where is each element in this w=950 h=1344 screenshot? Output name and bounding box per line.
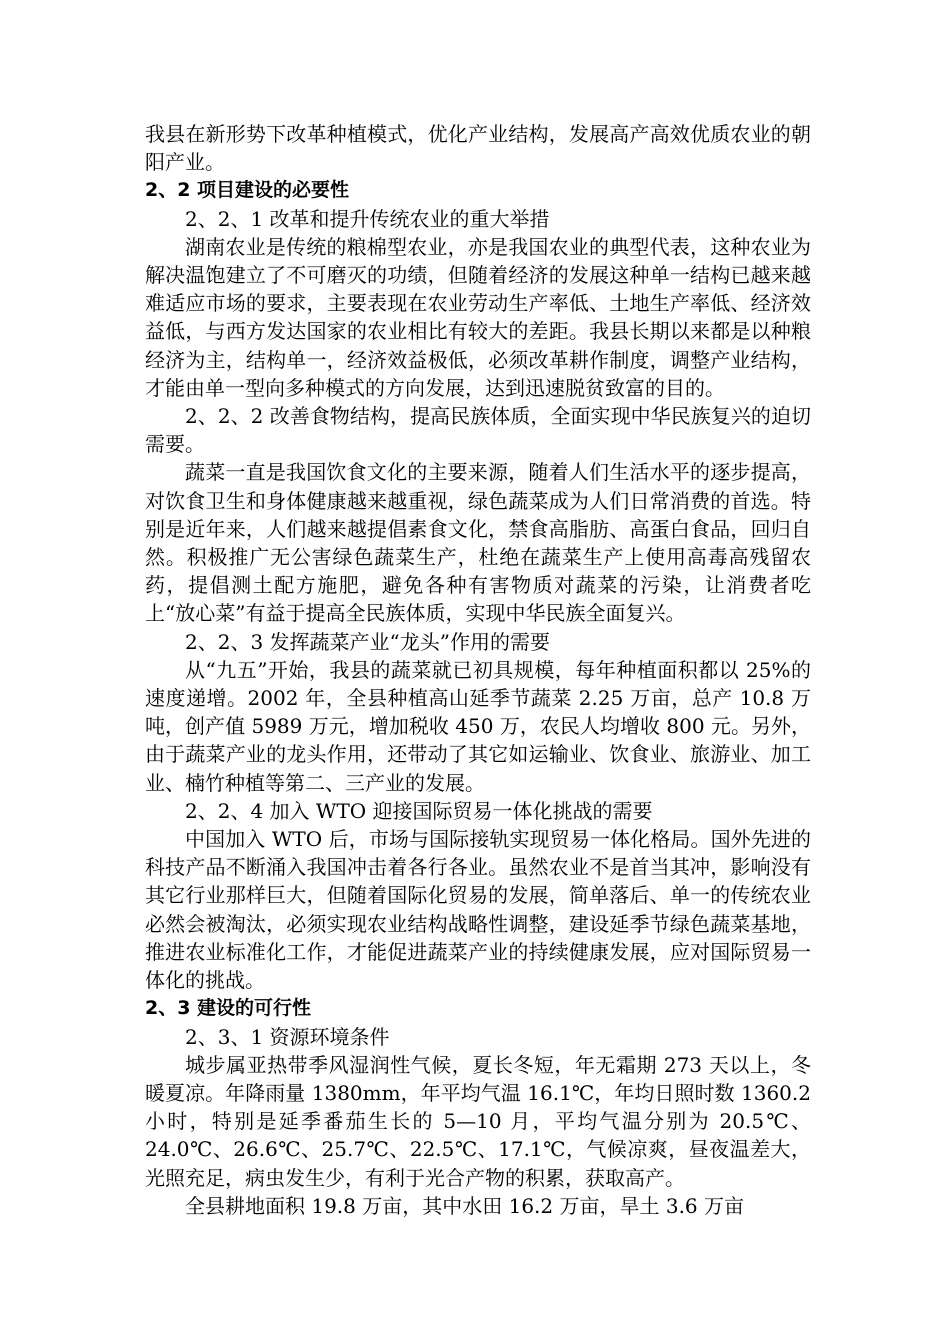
subsection-title: 2、2、2 改善食物结构，提高民族体质，全面实现中华民族复兴的迫切需要。 bbox=[145, 404, 811, 457]
paragraph: 湖南农业是传统的粮棉型农业，亦是我国农业的典型代表，这种农业为解决温饱建立了不可磨灭的功绩，但随着经济的发展这种单一结构已越来越难适应市场的要求，主要表现在农业劳动生产率低、土地生产率低、经济效益低，与西方发达国家的农业相比有较大的差距。我县长期以来都是以种粮经济为主，结构单一，经济效益极低，必须改革耕作制度，调整产业结构，才能由单一型向多种模式的方向发展，达到迅速脱贫致富的目的。 bbox=[145, 234, 811, 400]
paragraph: 我县在新形势下改革种植模式，优化产业结构，发展高产高效优质农业的朝阳产业。 bbox=[145, 122, 811, 175]
section-heading: 2、3 建设的可行性 bbox=[145, 997, 312, 1020]
paragraph: 中国加入 WTO 后，市场与国际接轨实现贸易一体化格局。国外先进的科技产品不断涌入我国冲击着各行各业。虽然农业不是首当其冲，影响没有其它行业那样巨大，但随着国际化贸易的发展，简单落后、单一的传统农业必然会被淘汰，必须实现农业结构战略性调整，建设延季节绿色蔬菜基地，推进农业标准化工作，才能促进蔬菜产业的持续健康发展，应对国际贸易一体化的挑战。 bbox=[145, 827, 811, 993]
subsection-title: 2、2、4 加入 WTO 迎接国际贸易一体化挑战的需要 bbox=[185, 798, 653, 823]
document-body bbox=[145, 120, 811, 1220]
subsection-title: 2、2、1 改革和提升传统农业的重大举措 bbox=[185, 206, 550, 231]
paragraph: 城步属亚热带季风湿润性气候，夏长冬短，年无霜期 273 天以上，冬暖夏凉。年降雨量 1380mm，年平均气温 16.1℃，年均日照时数 1360.2 小时，特别是延季番茄生长的 5—10 月，平均气温分别为 20.5℃、24.0℃、26.6℃、25.7℃、22.5℃、17.1℃，气候凉爽，昼夜温差大，光照充足，病虫发生少，有利于光合产物的积累，获取高产。 bbox=[145, 1052, 811, 1190]
paragraph: 全县耕地面积 19.8 万亩，其中水田 16.2 万亩，旱土 3.6 万亩 bbox=[185, 1193, 745, 1218]
paragraph: 蔬菜一直是我国饮食文化的主要来源，随着人们生活水平的逐步提高，对饮食卫生和身体健康越来越重视，绿色蔬菜成为人们日常消费的首选。特别是近年来，人们越来越提倡素食文化，禁食高脂肪、高蛋白食品，回归自然。积极推广无公害绿色蔬菜生产，杜绝在蔬菜生产上使用高毒高残留农药，提倡测土配方施肥，避免各种有害物质对蔬菜的污染，让消费者吃上“放心菜”有益于提高全民族体质，实现中华民族全面复兴。 bbox=[145, 460, 811, 626]
subsection-title: 2、3、1 资源环境条件 bbox=[185, 1024, 390, 1049]
paragraph: 从“九五”开始，我县的蔬菜就已初具规模，每年种植面积都以 25%的速度递增。2002 年，全县种植高山延季节蔬菜 2.25 万亩，总产 10.8 万吨，创产值 5989 万元，增加税收 450 万，农民人均增收 800 元。另外，由于蔬菜产业的龙头作用，还带动了其它如运输业、饮食业、旅游业、加工业、楠竹种植等第二、三产业的发展。 bbox=[145, 657, 811, 795]
section-heading: 2、2 项目建设的必要性 bbox=[145, 179, 350, 202]
subsection-title: 2、2、3 发挥蔬菜产业“龙头”作用的需要 bbox=[185, 629, 550, 654]
